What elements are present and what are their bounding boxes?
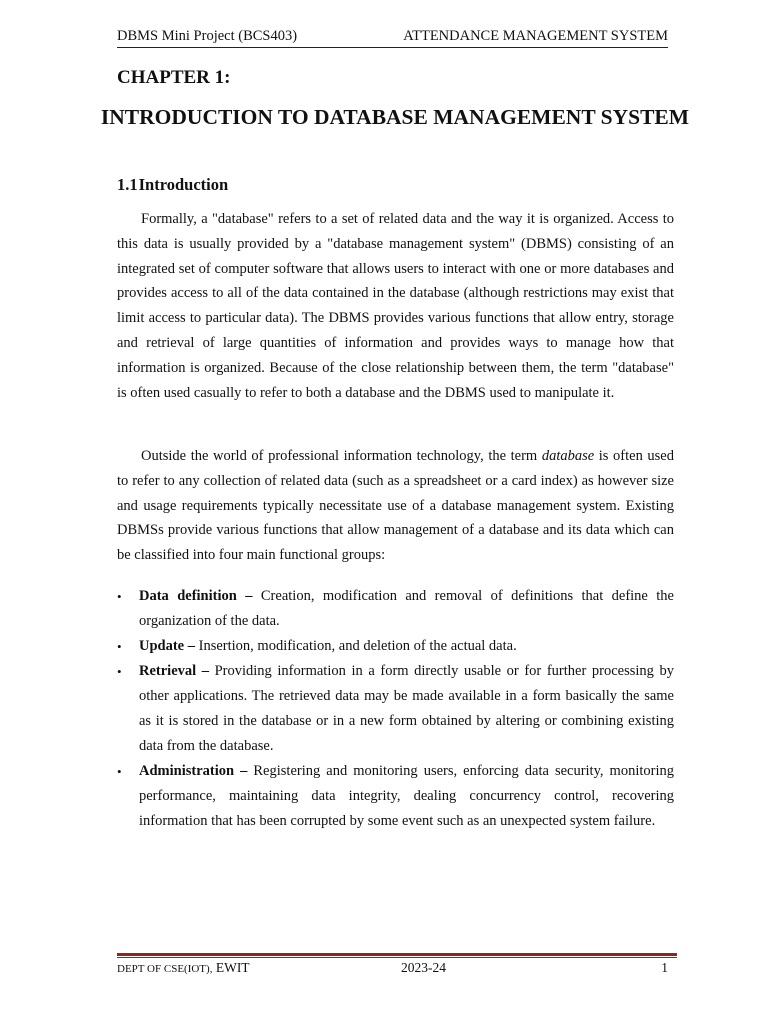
paragraph-intro: Formally, a "database" refers to a set of related data and the way it is organized. Access to this data is usually provided by a "database management system" (DBMS) consisting of an integrated set of computer software that allows users to interact with one or more databases and provides access to all of the data contained in the database (although restrictions may exist that limit access to particular data). The DBMS provides various functions that allow entry, storage and retrieval of large quantities of information and provides ways to manage how that information is organized. Because of the close relationship between them, the term "database" is often used casually to refer to both a database and the DBMS used to manipulate it. — [117, 211, 674, 401]
footer-institution: EWIT — [212, 960, 250, 975]
footer-divider-thick — [117, 953, 677, 956]
section-title: Introduction — [138, 175, 229, 194]
header-project-name: DBMS Mini Project (BCS403) — [117, 28, 298, 44]
paragraph-emphasis-database: database — [541, 448, 595, 464]
footer-department-name: DEPT OF CSE(IOT), — [117, 963, 213, 975]
page-footer — [117, 958, 668, 978]
bullet-icon: • — [117, 664, 122, 679]
list-item-term: Retrieval – — [139, 663, 210, 679]
list-item-text: Registering and monitoring users, enforcing data security, monitoring performance, maintaining data integrity, dealing concurrency control, recovering information that has been corrupted by some event such as an unexpected system failure. — [139, 763, 674, 829]
footer-department — [117, 958, 250, 979]
footer-academic-year: 2023-24 — [401, 960, 446, 975]
list-item-term: Administration – — [139, 763, 248, 779]
header-system-name: ATTENDANCE MANAGEMENT SYSTEM — [403, 28, 668, 44]
list-item — [117, 584, 674, 634]
paragraph-outside-world — [117, 444, 674, 568]
list-item-text: Creation, modification and removal of definitions that define the organization of the data. — [139, 588, 674, 629]
bullet-icon: • — [117, 589, 122, 604]
paragraph-text-before: Outside the world of professional information technology, the term — [141, 448, 542, 464]
chapter-title: INTRODUCTION TO DATABASE MANAGEMENT SYSTEM — [100, 105, 690, 129]
header-divider — [117, 47, 668, 48]
section-heading — [117, 175, 228, 195]
list-item-term: Update – — [139, 638, 195, 654]
section-number: 1.1 — [117, 175, 138, 194]
page-number: 1 — [661, 960, 668, 975]
bullet-icon: • — [117, 764, 122, 779]
page-header — [117, 26, 668, 46]
list-item-term: Data definition – — [139, 588, 253, 604]
list-item-text: Providing information in a form directly usable or for further processing by other applications. The retrieved data may be made available in a form basically the same as it is stored in the database or in a new form obtained by altering or combining existing data from the database. — [139, 663, 674, 754]
list-item — [117, 634, 674, 659]
list-item — [117, 759, 674, 834]
bullet-icon: • — [117, 639, 122, 654]
chapter-label: CHAPTER 1: — [117, 67, 231, 88]
paragraph-text-after: is often used to refer to any collection of related data (such as a spreadsheet or a card index) as however size and usage requirements typically necessitate use of a database management system. Existing DBMSs provide various functions that allow management of a database and its data which can be classified into four main functional groups: — [117, 448, 674, 564]
list-item-text: Insertion, modification, and deletion of the actual data. — [195, 638, 517, 654]
list-item — [117, 659, 674, 759]
functional-groups-list — [117, 584, 674, 834]
